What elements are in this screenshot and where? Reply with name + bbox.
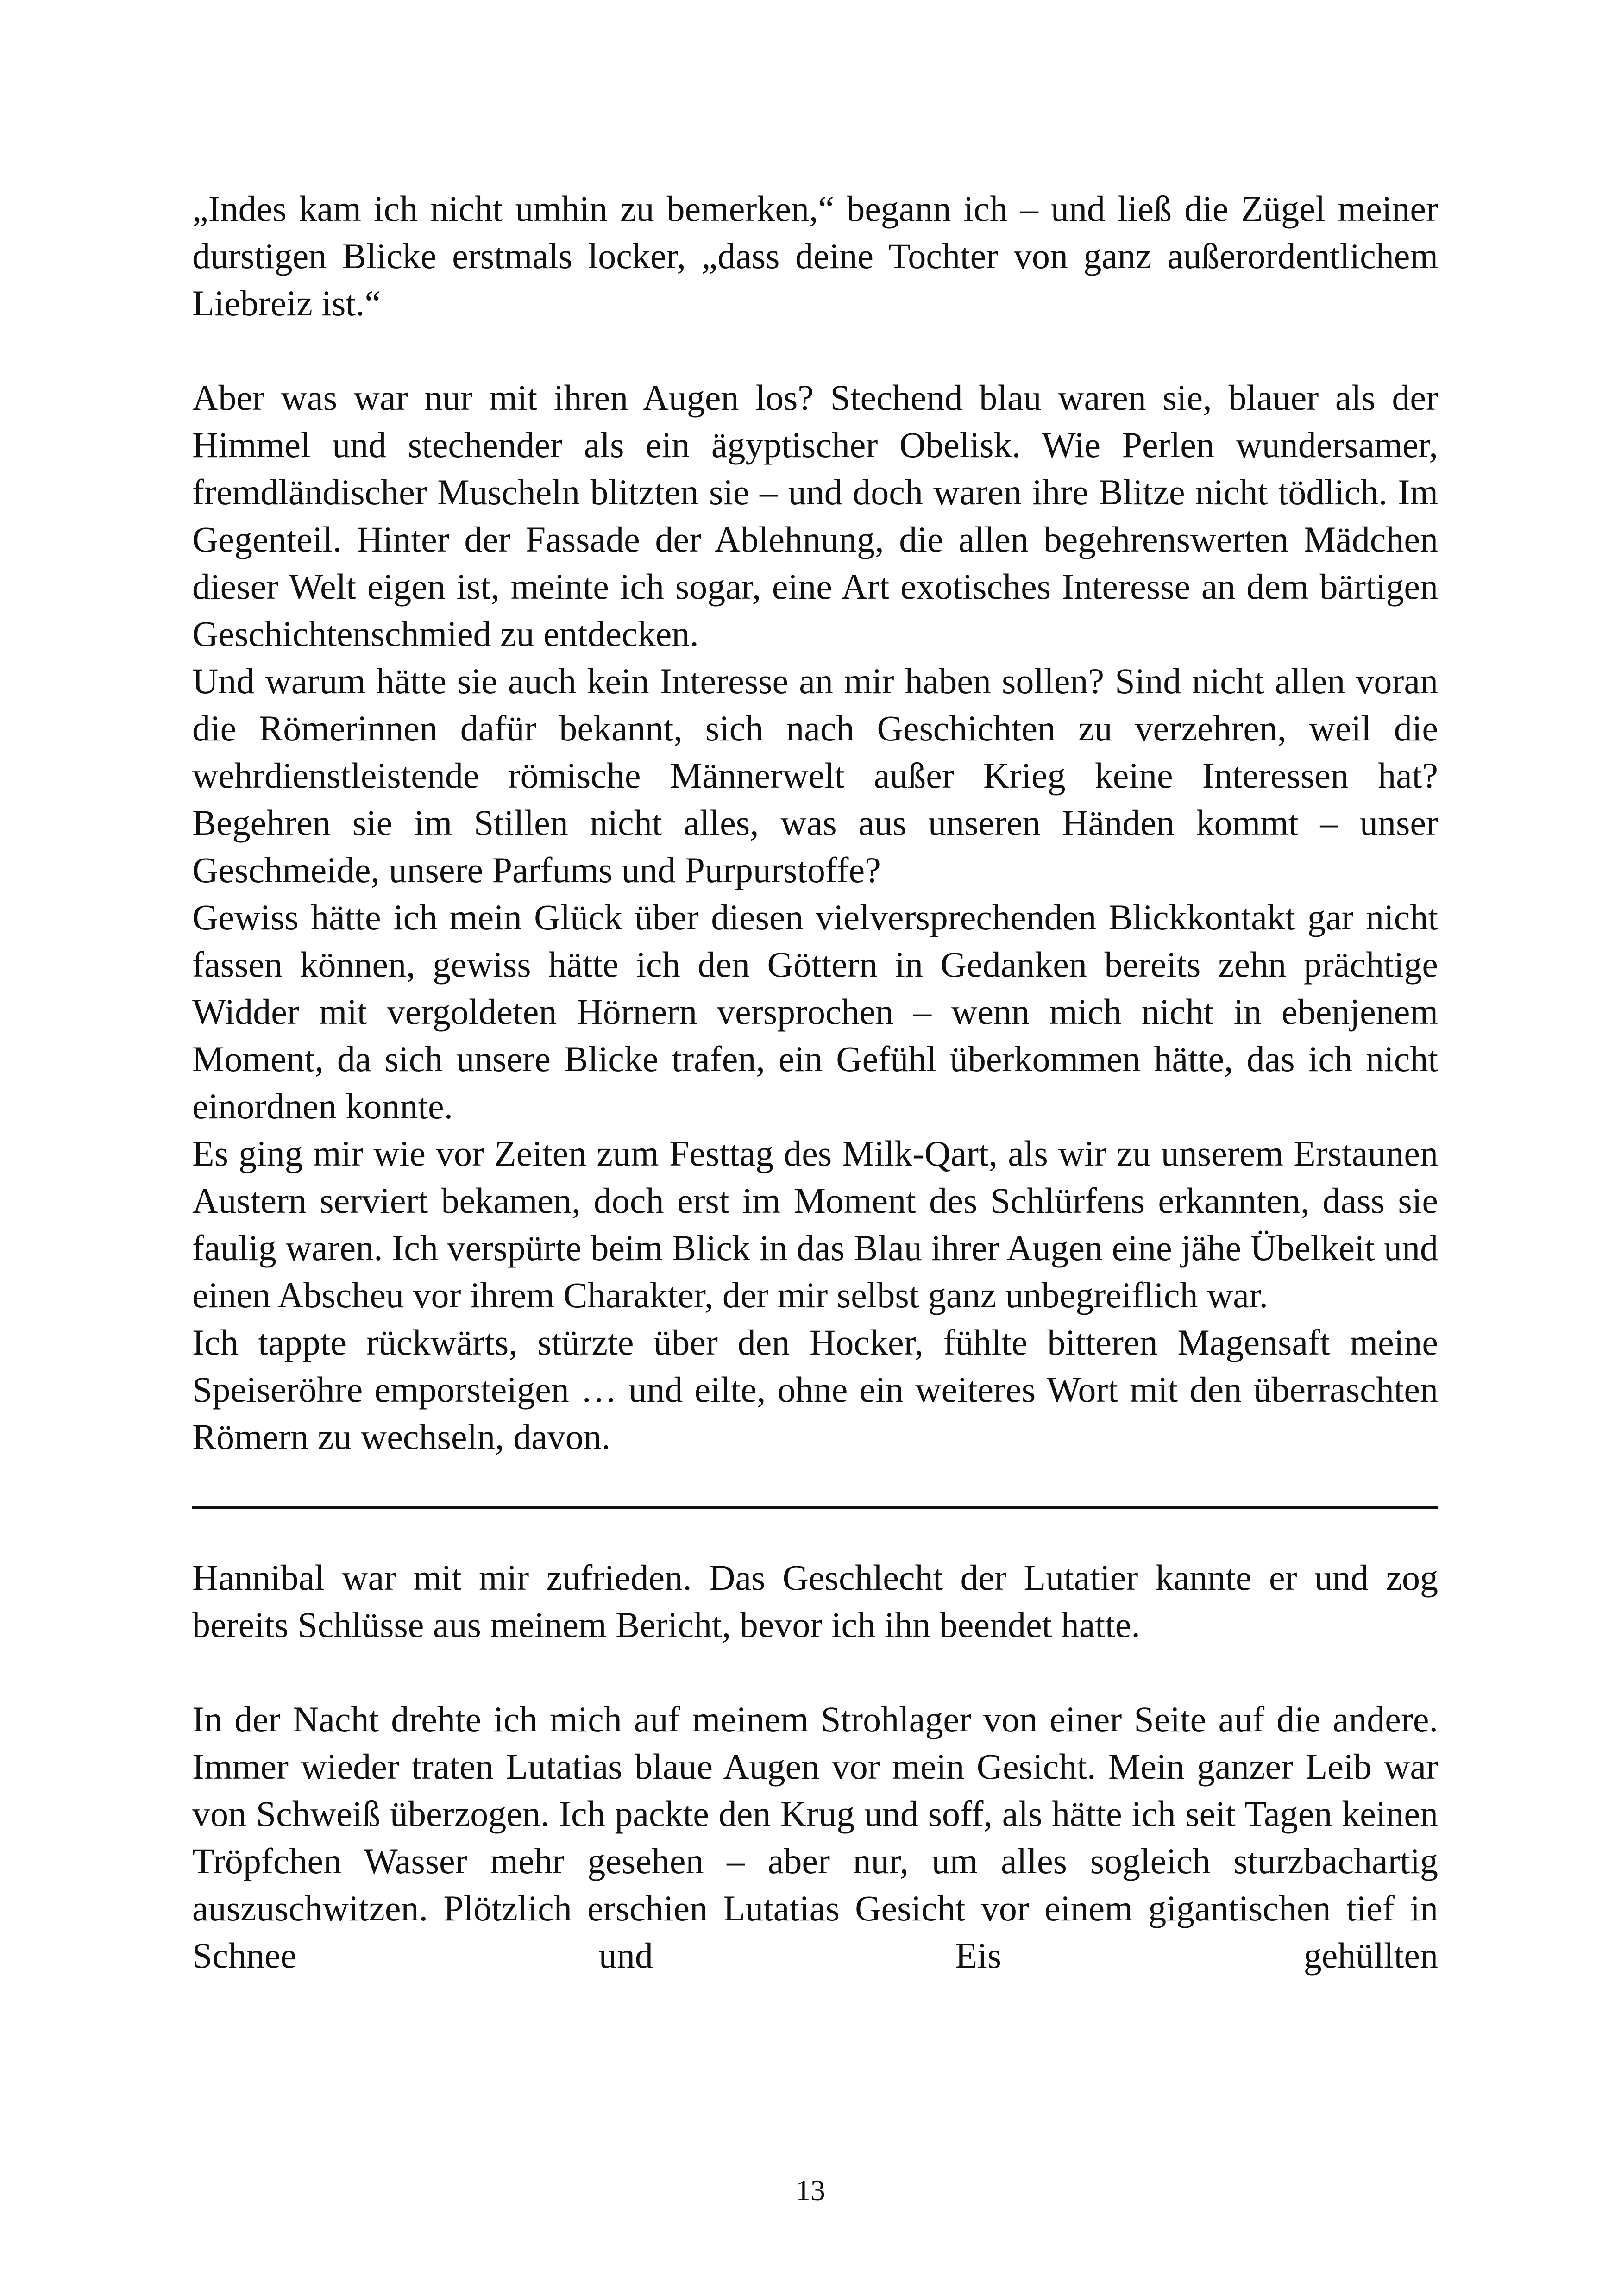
paragraph-blickkontakt: Gewiss hätte ich mein Glück über diesen vielversprechenden Blickkontakt gar nicht fassen können, gewiss hätte ich den Göttern in Gedanken bereits zehn prächtige Widder mit vergoldeten Hörnern versprochen – wenn mich nicht in ebenjenem Moment, da sich unsere Blicke trafen, ein Gefühl überkommen hätte, das ich nicht einordnen konnte. bbox=[192, 897, 1438, 1126]
paragraph-flucht: Ich tappte rückwärts, stürzte über den Hocker, fühlte bitteren Magensaft meine Speiseröhre emporsteigen … und eilte, ohne ein weiteres Wort mit den überraschten Römern zu wechseln, davon. bbox=[192, 1322, 1438, 1457]
paragraph-nacht: In der Nacht drehte ich mich auf meinem Strohlager von einer Seite auf die andere. Immer wieder traten Lutatias blaue Augen vor mein Gesicht. Mein ganzer Leib war von Schweiß überzogen. Ich packte den Krug und soff, als hätte ich seit Tagen keinen Tröpfchen Wasser mehr gesehen – aber nur, um alles sogleich sturzbachartig auszuschwitzen. Plötzlich erschien Lutatias Gesicht vor einem gigantischen tief in Schnee und Eis gehüllten bbox=[192, 1699, 1438, 1976]
paragraph-gap bbox=[192, 1649, 1438, 1696]
paragraph-interesse: Und warum hätte sie auch kein Interesse an mir haben sollen? Sind nicht allen voran die Römerinnen dafür bekannt, sich nach Geschichten zu verzehren, weil die wehrdienstleistende römische Männerwelt außer Krieg keine Interessen hat? Begehren sie im Stillen nicht alles, was aus unseren Händen kommt – unser Geschmeide, unsere Parfums und Purpurstoffe? bbox=[192, 661, 1438, 890]
paragraph-hannibal: Hannibal war mit mir zufrieden. Das Geschlecht der Lutatier kannte er und zog bereits Schlüsse aus meinem Bericht, bevor ich ihn beendet hatte. bbox=[192, 1557, 1438, 1645]
page-body bbox=[192, 185, 1438, 1979]
section-divider bbox=[192, 1506, 1438, 1509]
paragraph-gap bbox=[192, 327, 1438, 374]
paragraph-indes: „Indes kam ich nicht umhin zu bemerken,“ begann ich – und ließ die Zügel meiner durstigen Blicke erstmals locker, „dass deine Tochter von ganz außerordentlichem Liebreiz ist.“ bbox=[192, 188, 1438, 323]
paragraph-augen: Aber was war nur mit ihren Augen los? Stechend blau waren sie, blauer als der Himmel und stechender als ein ägyptischer Obelisk. Wie Perlen wundersamer, fremdländischer Muscheln blitzten sie – und doch waren ihre Blitze nicht tödlich. Im Gegenteil. Hinter der Fassade der Ablehnung, die allen begehrenswerten Mädchen dieser Welt eigen ist, meinte ich sogar, eine Art exotisches Interesse an dem bärtigen Geschichtenschmied zu entdecken. bbox=[192, 377, 1438, 654]
paragraph-austern: Es ging mir wie vor Zeiten zum Festtag des Milk-Qart, als wir zu unserem Erstaunen Austern serviert bekamen, doch erst im Moment des Schlürfens erkannten, dass sie faulig waren. Ich verspürte beim Blick in das Blau ihrer Augen eine jähe Übelkeit und einen Abscheu vor ihrem Charakter, der mir selbst ganz unbegreiflich war. bbox=[192, 1133, 1438, 1315]
page-number: 13 bbox=[796, 2174, 825, 2207]
